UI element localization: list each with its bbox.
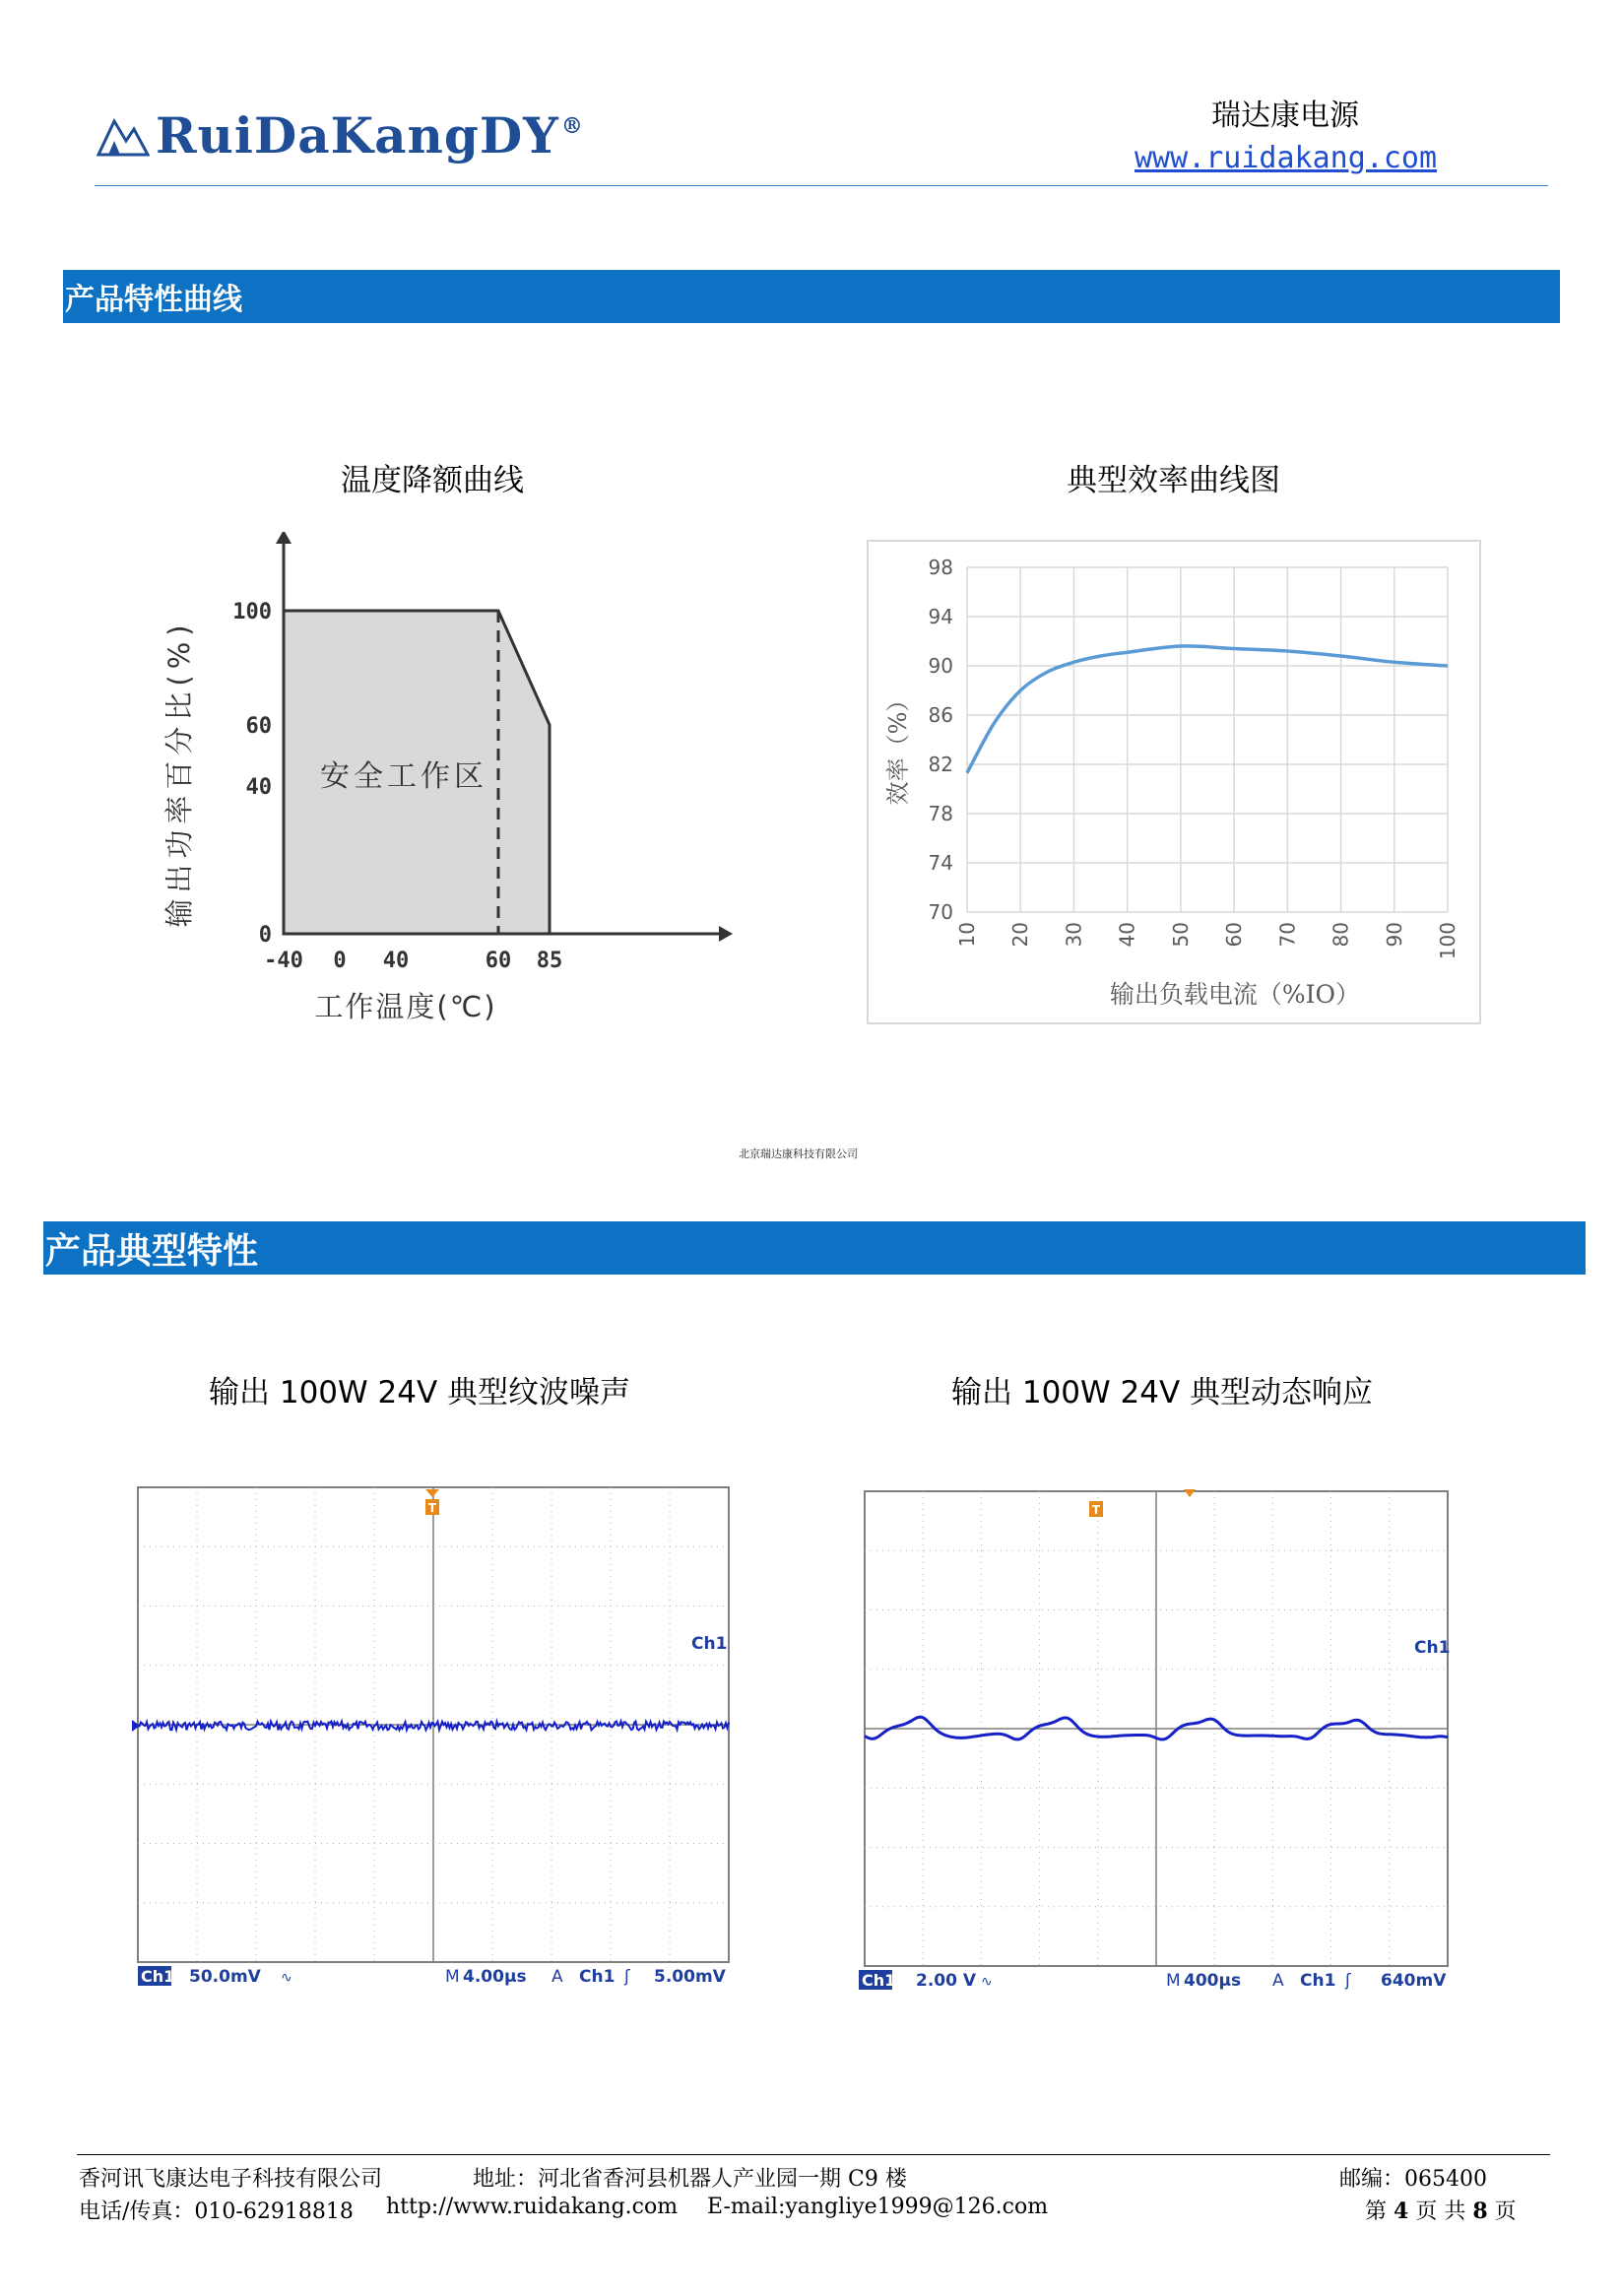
derating-x-tick: 85 [536, 949, 563, 973]
derating-y-label: 输出功率百分比(%) [162, 619, 196, 928]
company-name-cn: 瑞达康电源 [1211, 98, 1359, 133]
footer-page-number [1365, 2195, 1517, 2225]
header-divider [95, 185, 1548, 186]
ac-coupling-icon: ∿ [281, 1970, 292, 1986]
dynamic-title: 输出 100W 24V 典型动态响应 [951, 1375, 1374, 1410]
logo-mountain-icon [97, 110, 150, 168]
efficiency-chart-frame [868, 541, 1480, 1023]
page-prefix: 第 [1365, 2199, 1388, 2224]
page-current: 4 [1394, 2198, 1409, 2224]
trigger-marker-label: T [1091, 1503, 1101, 1517]
y-axis-arrow-icon [276, 532, 292, 544]
derating-x-label: 工作温度(℃) [314, 990, 497, 1023]
page-middle: 页 共 [1415, 2199, 1466, 2224]
footer-phone: 电话/传真：010-62918818 [79, 2199, 354, 2224]
derating-y-tick: 0 [258, 923, 272, 948]
logo-text: RuiDaKangDY [156, 106, 559, 164]
trigger-channel: Ch1 [579, 1967, 616, 1987]
trigger-channel: Ch1 [1300, 1971, 1336, 1991]
derating-y-tick: 100 [232, 600, 272, 624]
efficiency-x-tick: 30 [1062, 922, 1086, 948]
efficiency-chart [867, 540, 1483, 1026]
channel-marker-label: Ch1 [691, 1634, 728, 1654]
dynamic-oscilloscope [855, 1470, 1458, 1992]
derating-chart-title: 温度降额曲线 [341, 463, 524, 498]
derating-x-tick: 40 [382, 949, 410, 973]
registered-mark: ® [560, 113, 584, 139]
derating-y-tick: 60 [245, 714, 272, 739]
section-title-typical-performance: 产品典型特性 [43, 1221, 1586, 1275]
efficiency-x-tick: 40 [1115, 922, 1139, 948]
efficiency-chart-title: 典型效率曲线图 [1067, 463, 1280, 498]
ch1-scale: 50.0mV [189, 1967, 261, 1987]
ripple-oscilloscope [128, 1468, 739, 1990]
safe-area-label: 安全工作区 [320, 759, 487, 794]
efficiency-x-tick: 70 [1275, 922, 1300, 948]
company-footnote: 北京瑞达康科技有限公司 [739, 1148, 858, 1160]
trigger-level: 5.00mV [654, 1967, 726, 1987]
footer-postcode: 邮编：065400 [1339, 2167, 1487, 2192]
footer-email[interactable]: E-mail:yangliye1999@126.com [707, 2195, 1049, 2219]
efficiency-x-tick: 100 [1436, 922, 1459, 960]
ch1-scale: 2.00 V [916, 1971, 977, 1991]
efficiency-y-tick: 90 [928, 654, 953, 678]
ac-coupling-icon: ∿ [981, 1974, 993, 1990]
channel-marker-label: Ch1 [1414, 1638, 1451, 1658]
efficiency-x-tick: 10 [955, 922, 979, 948]
derating-chart [148, 532, 739, 1034]
footer-website[interactable]: http://www.ruidakang.com [386, 2195, 679, 2219]
efficiency-y-tick: 98 [928, 556, 953, 579]
trigger-prefix: A [551, 1967, 563, 1987]
derating-x-tick: 60 [485, 949, 512, 973]
efficiency-y-tick: 82 [928, 753, 953, 776]
efficiency-y-tick: 70 [928, 900, 953, 924]
efficiency-y-tick: 94 [928, 605, 953, 628]
derating-y-tick: 40 [245, 775, 272, 800]
derating-x-tick: -40 [264, 949, 303, 973]
efficiency-x-tick: 60 [1222, 922, 1247, 948]
ch1-badge-label: Ch1 [141, 1967, 175, 1986]
footer-divider [77, 2154, 1550, 2155]
timebase-value: 4.00µs [463, 1967, 527, 1987]
efficiency-y-tick: 78 [928, 802, 953, 825]
footer-address: 地址：河北省香河县机器人产业园一期 C9 楼 [473, 2167, 907, 2192]
efficiency-y-label: 效率（%） [884, 688, 912, 806]
trigger-prefix: A [1272, 1971, 1284, 1991]
x-axis-arrow-icon [719, 926, 733, 942]
ch1-badge-label: Ch1 [862, 1971, 896, 1990]
efficiency-x-tick: 90 [1382, 922, 1406, 948]
timebase-prefix: M [1166, 1971, 1181, 1991]
efficiency-x-label: 输出负载电流（%IO） [1109, 980, 1361, 1009]
efficiency-x-tick: 80 [1329, 922, 1353, 948]
trigger-level: 640mV [1381, 1971, 1447, 1991]
page-total: 8 [1472, 2198, 1488, 2224]
timebase-prefix: M [445, 1967, 460, 1987]
trigger-marker-label: T [427, 1501, 437, 1515]
efficiency-y-tick: 74 [928, 851, 953, 875]
efficiency-y-tick: 86 [928, 703, 953, 727]
page-suffix: 页 [1494, 2199, 1517, 2224]
company-website-link[interactable]: www.ruidakang.com [1135, 141, 1438, 175]
rising-edge-icon: ʃ [1345, 1971, 1351, 1991]
efficiency-x-tick: 20 [1008, 922, 1033, 948]
footer-company: 香河讯飞康达电子科技有限公司 [79, 2167, 383, 2192]
rising-edge-icon: ʃ [624, 1967, 630, 1987]
section-title-characteristics: 产品特性曲线 [63, 270, 1560, 323]
timebase-value: 400µs [1184, 1971, 1242, 1991]
derating-x-tick: 0 [333, 949, 347, 973]
efficiency-x-tick: 50 [1168, 922, 1193, 948]
company-logo [97, 106, 584, 168]
ripple-title: 输出 100W 24V 典型纹波噪声 [209, 1375, 631, 1410]
